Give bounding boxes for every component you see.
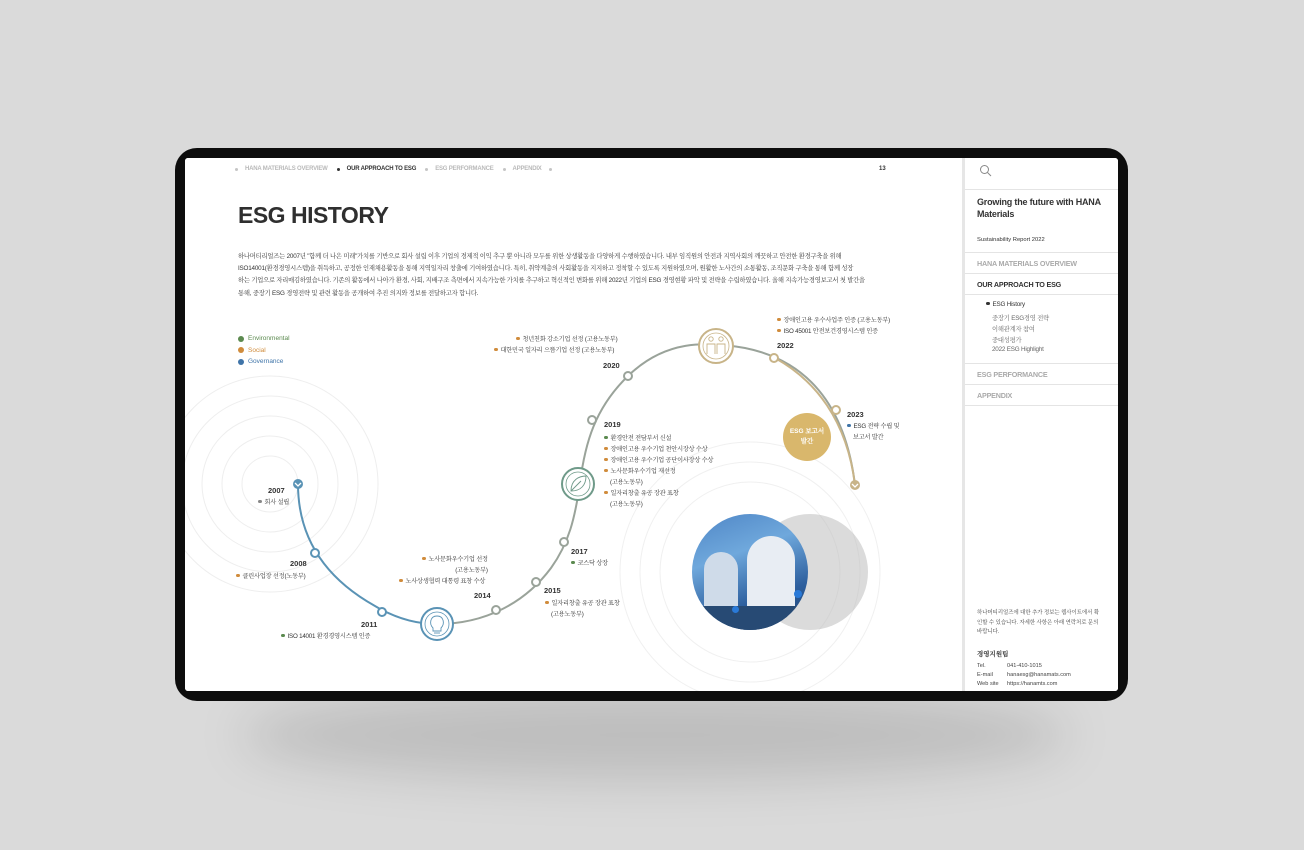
event-2020-b: 대한민국 일자리 으뜸기업 선정 (고용노동부) [494, 345, 614, 356]
sidebar-sub-strategy[interactable]: 중장기 ESG경영 전략 [992, 315, 1049, 322]
contact-website[interactable]: Web site https://hanamts.com [977, 681, 1058, 687]
sidebar-department: 경영지원팀 [977, 651, 1009, 658]
sidebar-menu-approach[interactable]: OUR APPROACH TO ESG [977, 280, 1062, 289]
bulb-icon [421, 608, 453, 640]
search-icon[interactable] [979, 164, 993, 178]
year-2015: 2015 [544, 586, 561, 595]
decorative-rings-left [185, 376, 378, 592]
sidebar-sub-stakeholder[interactable]: 이해관계자 참여 [992, 326, 1035, 333]
sidebar-title: Growing the future with HANA Materials [977, 197, 1101, 219]
node-2022 [770, 354, 778, 362]
event-2008: 클린사업장 선정(노동부) [236, 571, 306, 582]
sidebar-menu-performance[interactable]: ESG PERFORMANCE [977, 370, 1048, 379]
node-2019 [588, 416, 596, 424]
contact-tel: Tel. 041-410-1015 [977, 663, 1042, 669]
event-2014-a: 노사문화우수기업 선정 (고용노동부) [422, 554, 488, 576]
event-2019-e: 일자리창출 유공 장관 표창 (고용노동부) [604, 488, 679, 510]
event-2023: ESG 전략 수립 및 보고서 발간 [847, 421, 899, 443]
year-2017: 2017 [571, 547, 588, 556]
event-2022-b: ISO 45001 안전보건경영시스템 인증 [777, 326, 878, 337]
year-2014: 2014 [474, 591, 491, 600]
page-title: ESG HISTORY [238, 202, 389, 228]
nav-item-overview[interactable]: HANA MATERIALS OVERVIEW [235, 166, 328, 172]
year-2023: 2023 [847, 410, 864, 419]
year-2007: 2007 [268, 486, 285, 495]
report-page [185, 158, 962, 691]
start-marker-2007 [293, 479, 303, 489]
device-shadow [240, 690, 1070, 780]
event-2019-c: 장애인고용 우수기업 공단이사장상 수상 [604, 455, 713, 466]
sidebar-subtitle: Sustainability Report 2022 [977, 237, 1045, 243]
year-2011: 2011 [361, 620, 378, 629]
event-2022-a: 장애인고용 우수사업주 인증 (고용노동부) [777, 315, 890, 326]
event-2007: 회사 설립 [258, 497, 289, 508]
year-2019: 2019 [604, 420, 621, 429]
intro-line: 통해, 중장기 ESG 경영전략 및 관련 활동을 공개하여 추진 의지와 정보를 전달하고자 합니다. [238, 289, 479, 297]
legend-governance: Governance [238, 356, 290, 368]
sidebar-sub-highlight[interactable]: 2022 ESG Highlight [992, 346, 1044, 353]
year-2008: 2008 [290, 559, 307, 568]
page-number: 13 [879, 166, 886, 172]
sidebar-menu-overview[interactable]: HANA MATERIALS OVERVIEW [977, 259, 1077, 268]
node-2014 [492, 606, 500, 614]
node-2015 [532, 578, 540, 586]
nav-item-performance[interactable]: ESG PERFORMANCE [425, 166, 493, 172]
intro-line: 하는 기업으로 자리매김하였습니다. 기존의 활동에서 나아가 환경, 사회, 지배구조 측면에서 지속가능한 가치를 추구하고 혁신적인 변화를 위해 2022년 기업의 ESG 경영현황 파악 및 전략을 수립하였습니다. 올해 지속가능경영보고서 첫 발간을 [238, 277, 865, 285]
node-2020 [624, 372, 632, 380]
legend-environmental: Environmental [238, 333, 290, 345]
node-2011 [378, 608, 386, 616]
year-2022: 2022 [777, 341, 794, 350]
node-2023 [832, 406, 840, 414]
cleanroom-photo [692, 514, 808, 630]
sidebar-sub-esg-history[interactable]: ESG History [986, 301, 1025, 308]
report-screen [185, 158, 1118, 691]
intro-line: ISO14001(환경경영시스템)을 취득하고, 공정한 인재채용활동을 통해 지역일자리 창출에 기여하였습니다. 특히, 취약계층의 사회활동을 지지하고 정착할 수 있도록 지원하였으며, 원활한 노사간의 소통활동, 조직문화 구축을 통해 함께 성장 [238, 265, 854, 273]
esg-report-badge: ESG 보고서 발간 [783, 413, 831, 461]
sidebar-menu-appendix[interactable]: APPENDIX [977, 391, 1013, 400]
nav-item-appendix[interactable]: APPENDIX [503, 166, 552, 172]
nav-item-approach[interactable]: OUR APPROACH TO ESG [337, 166, 417, 172]
sidebar-sub-materiality[interactable]: 중대성평가 [992, 337, 1022, 344]
event-2014-b: 노사상생협력 대통령 표창 수상 [399, 576, 485, 587]
event-2020-a: 청년친화 강소기업 선정 (고용노동부) [516, 334, 617, 345]
year-2020: 2020 [603, 361, 620, 370]
node-2008 [311, 549, 319, 557]
node-2017 [560, 538, 568, 546]
sidebar-contact-note: 하나머티리얼즈에 대한 추가 정보는 웹사이트에서 확인할 수 있습니다. 자세한 사항은 아래 연락처로 문의 바랍니다. [977, 610, 1100, 635]
end-marker-2023 [850, 480, 860, 490]
event-2019-d: 노사문화우수기업 재선정 (고용노동부) [604, 466, 676, 488]
contact-email[interactable]: E-mail hanaesg@hanamats.com [977, 672, 1071, 678]
legend-social: Social [238, 345, 290, 357]
leaf-icon [562, 468, 594, 500]
event-2011: ISO 14001 환경경영시스템 인증 [281, 631, 370, 642]
people-icon [699, 329, 733, 363]
report-sidebar [962, 158, 1118, 691]
event-2017: 코스닥 상장 [571, 558, 608, 569]
event-2019-a: 환경안전 전담부서 신설 [604, 433, 671, 444]
event-2015: 일자리창출 유공 장관 표창 (고용노동부) [545, 598, 620, 620]
event-2019-b: 장애인고용 우수기업 천안시장상 수상 [604, 444, 708, 455]
intro-line: 하나머티리얼즈는 2007년 "함께 더 나은 미래"가치를 기반으로 회사 설립 이후 기업의 경제적 이익 추구 뿐 아니라 모두를 위한 상생활동을 다양하게 수행하였습니다. 내부 임직원의 안전과 지역사회의 깨끗하고 안전한 환경구축을 위해 [238, 253, 842, 260]
